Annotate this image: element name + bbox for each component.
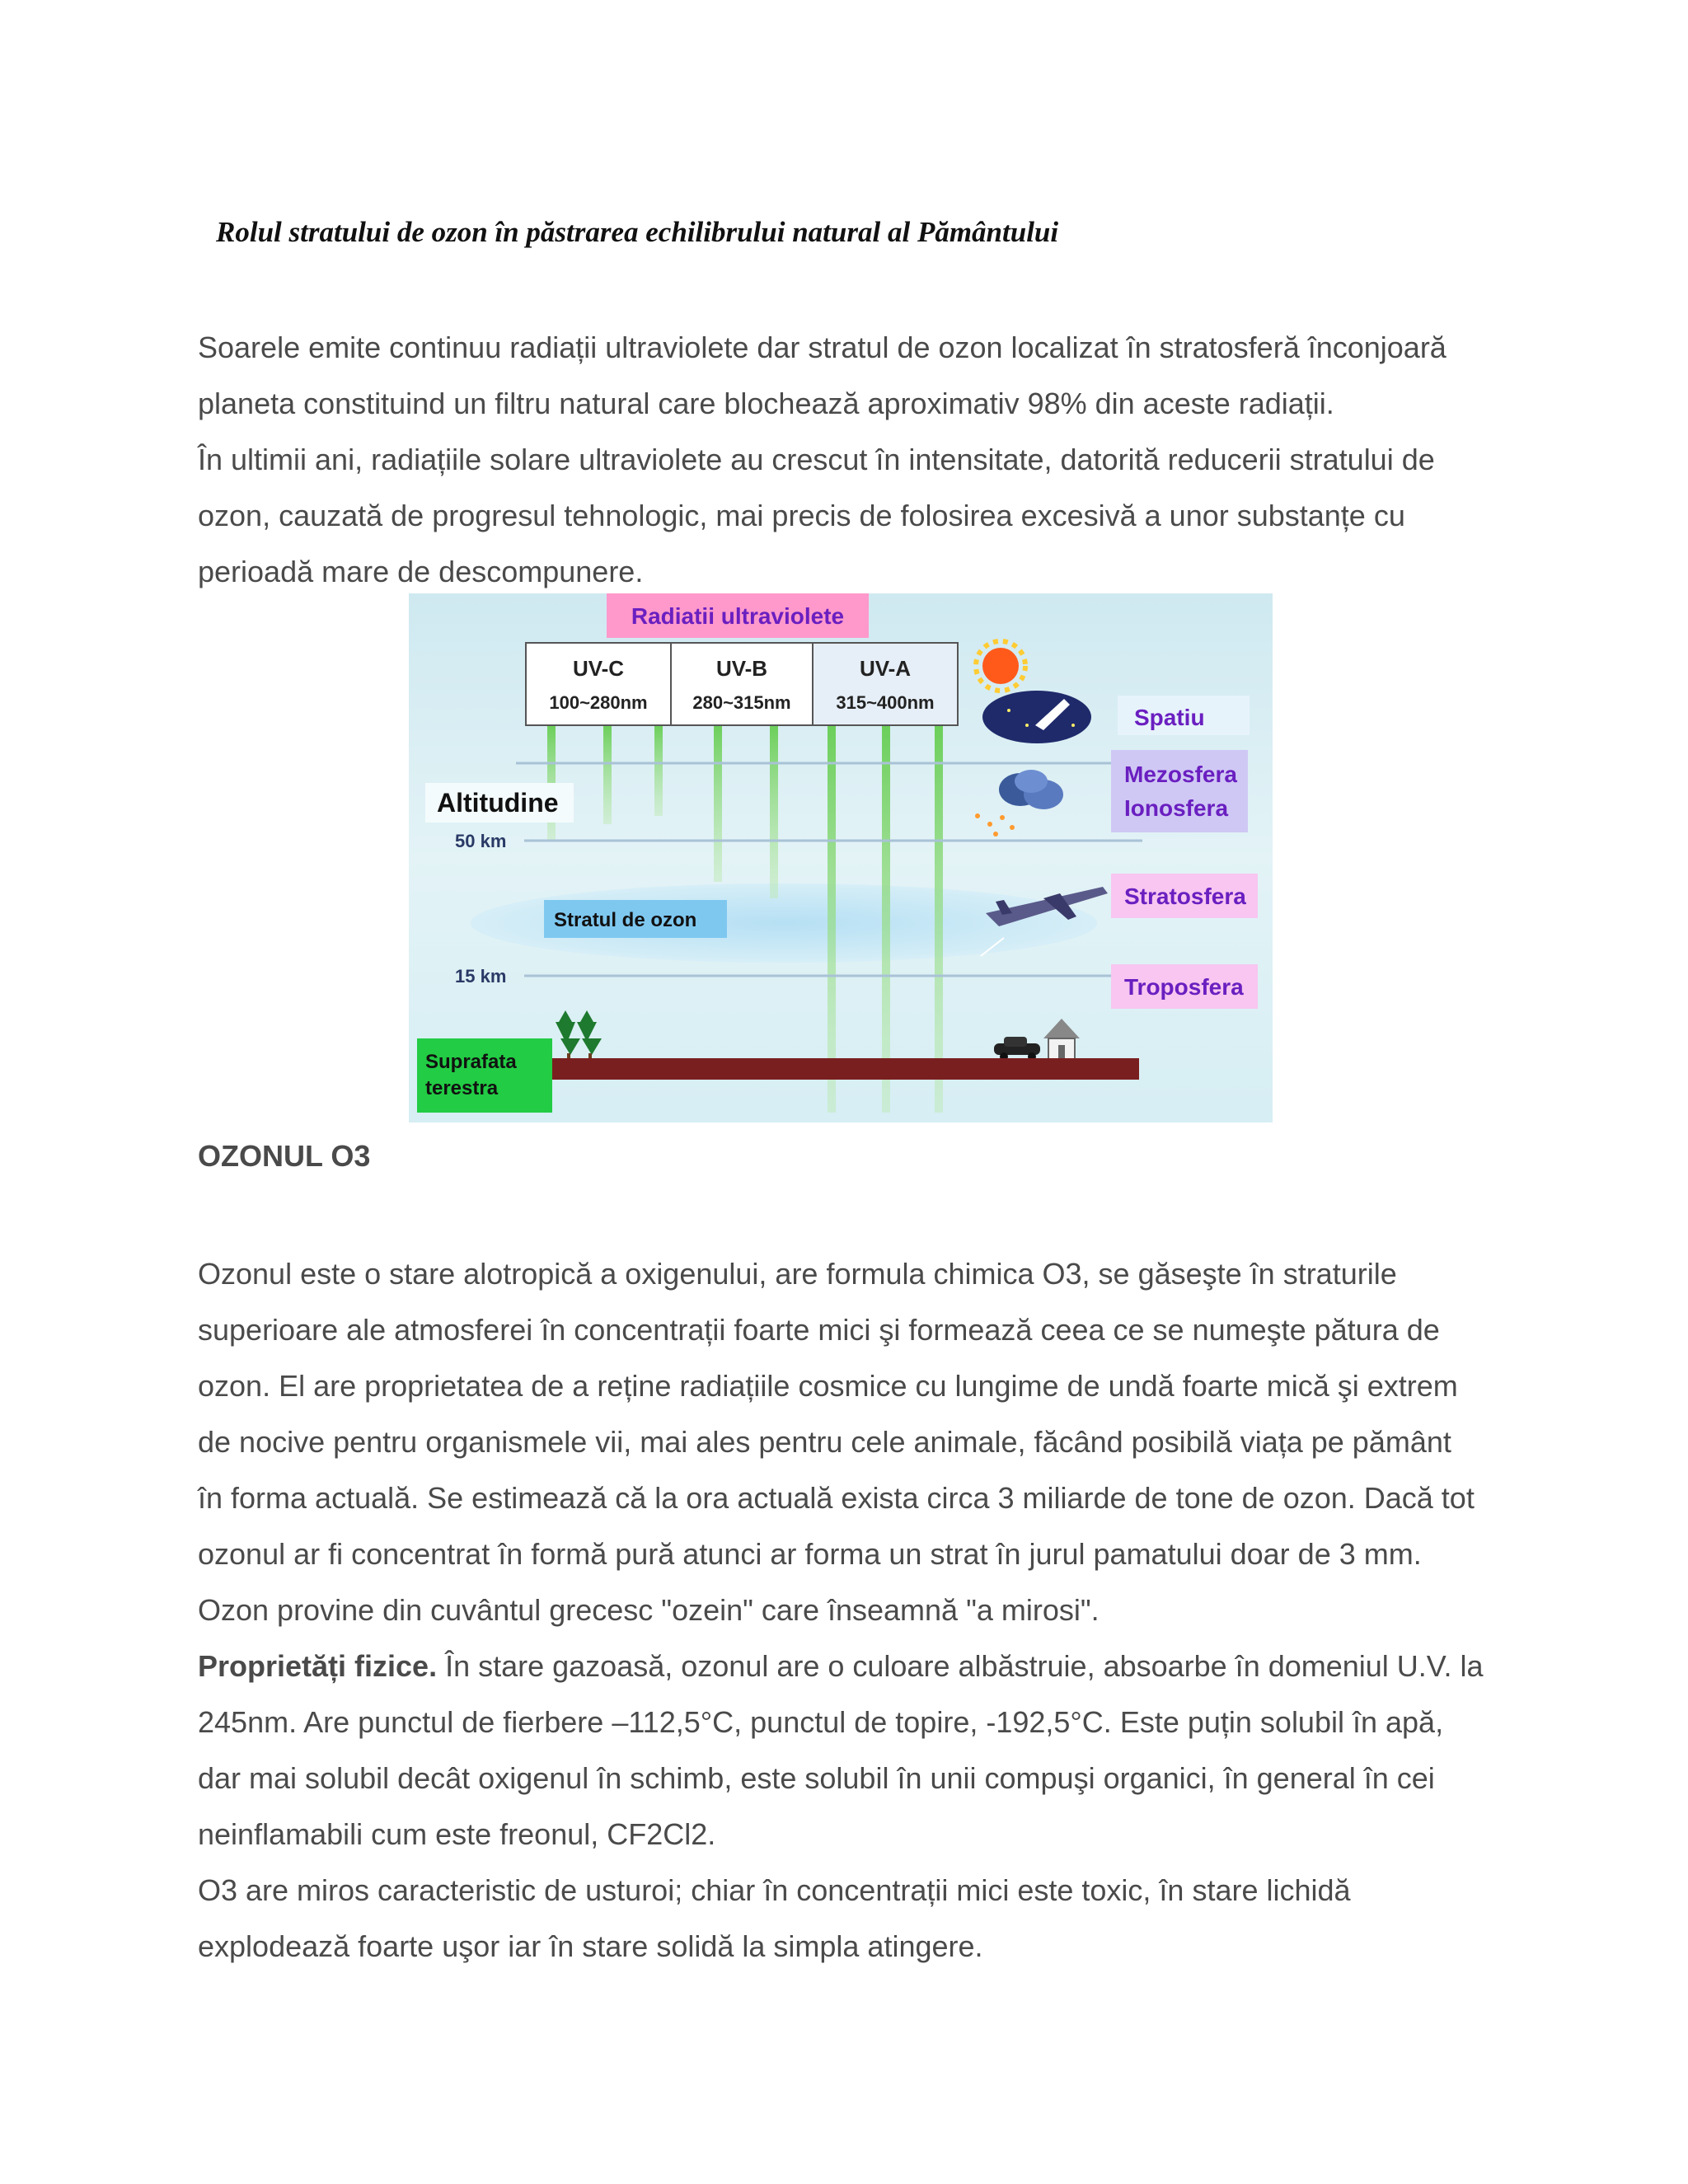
ground-strip (549, 1058, 1139, 1080)
ozone-label: Stratul de ozon (554, 909, 697, 931)
uv-a-name: UV-A (859, 656, 912, 681)
ozone-paragraph-1: Ozonul este o stare alotropică a oxigenului, are formula chimica O3, se găseşte în straturile superioare ale atmosferei în concentrații foarte mici şi formează ceea ce se numeşte pătura de ozon. El are proprietatea de a reține radiațiile cosmice cu lungime de undă foarte mică şi extrem de nocive pentru organismele vii, mai ales pentru cele animale, făcând posibilă viața pe pământ în forma actuală. Se estimează că la ora actuală exista circa 3 miliarde de tone de ozon. Dacă tot ozonul ar fi concentrat în formă pură atunci ar forma un strat în jurul pamatului doar de 3 mm. (198, 1257, 1475, 1571)
intro-paragraph-2: În ultimii ani, radiațiile solare ultraviolete au crescut în intensitate, datorită reducerii stratului de ozon, cauzată de progresul tehnologic, mai precis de folosirea excesivă a unor substanțe cu perioadă mare de descompunere. (198, 443, 1435, 588)
section-heading: OZONUL O3 (198, 1139, 371, 1173)
uv-header: Radiatii ultraviolete (631, 603, 845, 629)
surface-label-line2: terestra (425, 1077, 499, 1099)
surface-label-line1: Suprafata (425, 1051, 517, 1073)
surface-box (417, 1038, 552, 1113)
atmosphere-diagram (409, 593, 1273, 1122)
uv-c-box (526, 643, 671, 725)
uv-c-name: UV-C (572, 656, 625, 681)
uv-a-beam (828, 725, 836, 1113)
layer-stratosfera: Stratosfera (1124, 883, 1246, 909)
uv-a-beam (935, 725, 943, 1113)
uv-c-range: 100~280nm (549, 692, 648, 713)
uv-c-beam (603, 725, 612, 824)
uv-b-beam (770, 725, 778, 898)
uv-a-range: 315~400nm (836, 692, 935, 713)
layer-spatiu: Spatiu (1134, 705, 1205, 730)
page-title: Rolul stratului de ozon în păstrarea echilibrului natural al Pământului (216, 216, 1059, 248)
altitude-50km: 50 km (455, 831, 507, 851)
altitude-label: Altitudine (437, 788, 559, 818)
ozone-text (198, 1246, 1484, 1975)
uv-a-beam (882, 725, 890, 1113)
ozone-paragraph-2: Ozon provine din cuvântul grecesc "ozein" care înseamnă "a mirosi". (198, 1593, 1100, 1627)
layer-troposfera: Troposfera (1124, 974, 1244, 1000)
uv-b-range: 280~315nm (692, 692, 791, 713)
altitude-15km: 15 km (455, 966, 507, 987)
physical-properties-label: Proprietăți fizice. (198, 1649, 438, 1683)
layer-mezosfera: Mezosfera (1124, 762, 1237, 787)
uv-bands (526, 643, 958, 725)
intro-text (198, 320, 1484, 600)
space-shuttle-icon (982, 691, 1091, 743)
uv-b-beam (714, 725, 722, 882)
physical-properties-text: În stare gazoasă, ozonul are o culoare albăstruie, absoarbe în domeniul U.V. la 245nm. Are punctul de fierbere –112,5°C, punctul de topire, -192,5°C. Este puțin solubil în apă, dar mai solubil decât oxigenul în schimb, este solubil în unii compuşi organici, în general în cei neinflamabili cum este freonul, CF2Cl2. (198, 1649, 1484, 1851)
intro-paragraph-1: Soarele emite continuu radiații ultraviolete dar stratul de ozon localizat în stratosferă înconjoară planeta constituind un filtru natural care blochează aproximativ 98% din aceste radiații. (198, 330, 1447, 420)
layer-ionosfera: Ionosfera (1124, 795, 1229, 821)
ozone-paragraph-3 (198, 1638, 1484, 1863)
uv-a-box (813, 643, 958, 725)
uv-c-beam (654, 725, 663, 816)
uv-b-name: UV-B (715, 656, 768, 681)
uv-b-box (671, 643, 813, 725)
ozone-paragraph-4: O3 are miros caracteristic de usturoi; chiar în concentrații mici este toxic, în stare lichidă explodează foarte uşor iar în stare solidă la simpla atingere. (198, 1873, 1351, 1963)
